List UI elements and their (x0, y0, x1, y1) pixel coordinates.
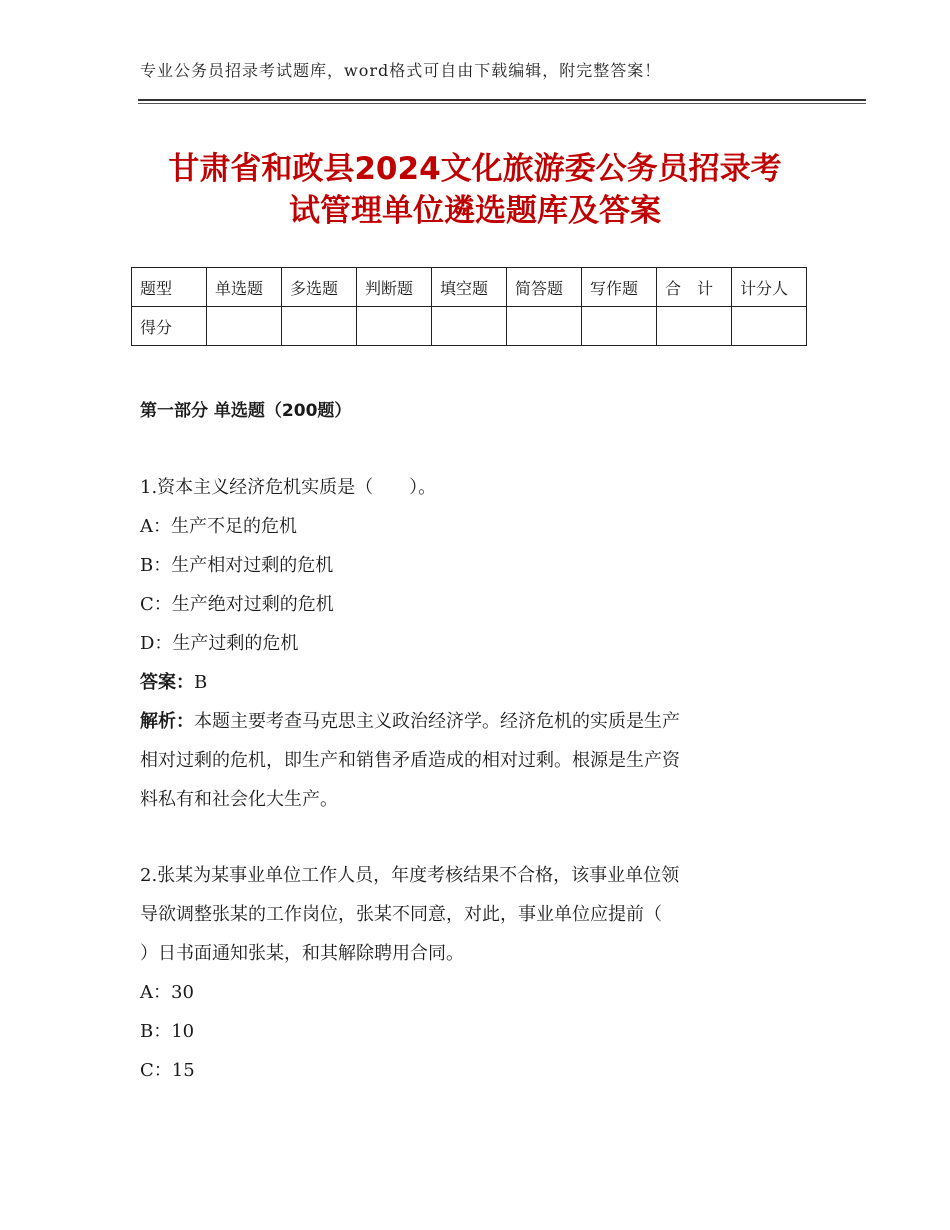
score-cell: 填空题 (432, 268, 507, 307)
score-cell: 判断题 (357, 268, 432, 307)
score-blank-cell (207, 307, 282, 346)
score-blank-cell (357, 307, 432, 346)
question-stem-line-2: 导欲调整张某的工作岗位，张某不同意，对此，事业单位应提前（ (140, 904, 662, 925)
score-cell: 计分人 (732, 268, 807, 307)
section-title: 第一部分 单选题（200题） (140, 401, 352, 421)
question-stem-line-1: 2.张某为某事业单位工作人员，年度考核结果不合格，该事业单位领 (140, 865, 680, 886)
question-2 (140, 856, 679, 1090)
score-cell: 题型 (132, 268, 207, 307)
option-b: B：生产相对过剩的危机 (140, 555, 334, 576)
analysis-line-1 (140, 702, 680, 741)
answer-value: B (194, 672, 208, 693)
answer-line (140, 663, 680, 702)
option-a: A：30 (140, 982, 194, 1003)
header-note: 专业公务员招录考试题库，word格式可自由下载编辑，附完整答案！ (140, 61, 662, 80)
question-stem: 1.资本主义经济危机实质是（ ）。 (140, 477, 437, 498)
score-blank-cell (282, 307, 357, 346)
analysis-text-1: 本题主要考查马克思主义政治经济学。经济危机的实质是生产 (194, 711, 680, 732)
title-line-1: 甘肃省和政县2024文化旅游委公务员招录考 (168, 151, 782, 187)
option-c: C：15 (140, 1060, 195, 1081)
analysis-line-2: 相对过剩的危机，即生产和销售矛盾造成的相对过剩。根源是生产资 (140, 750, 680, 771)
score-table-header-row (132, 268, 807, 307)
title-line-2: 试管理单位遴选题库及答案 (289, 193, 661, 229)
score-table-score-row (132, 307, 807, 346)
analysis-line-3: 料私有和社会化大生产。 (140, 789, 338, 810)
answer-label: 答案： (140, 672, 194, 693)
score-blank-cell (657, 307, 732, 346)
score-blank-cell (732, 307, 807, 346)
score-table (131, 267, 807, 346)
score-cell: 多选题 (282, 268, 357, 307)
header-rule-thick (138, 99, 866, 101)
score-row-label: 得分 (132, 307, 207, 346)
option-d: D：生产过剩的危机 (140, 633, 299, 654)
option-a: A：生产不足的危机 (140, 516, 297, 537)
question-stem-line-3: ）日书面通知张某，和其解除聘用合同。 (140, 943, 464, 964)
page-title (100, 148, 850, 232)
option-b: B：10 (140, 1021, 195, 1042)
score-cell: 简答题 (507, 268, 582, 307)
option-c: C：生产绝对过剩的危机 (140, 594, 334, 615)
score-cell: 写作题 (582, 268, 657, 307)
header-rule-thin (138, 103, 866, 104)
score-blank-cell (432, 307, 507, 346)
analysis-label: 解析： (140, 711, 194, 732)
question-1 (140, 468, 680, 819)
score-cell: 单选题 (207, 268, 282, 307)
score-blank-cell (507, 307, 582, 346)
score-blank-cell (582, 307, 657, 346)
score-cell: 合 计 (657, 268, 732, 307)
